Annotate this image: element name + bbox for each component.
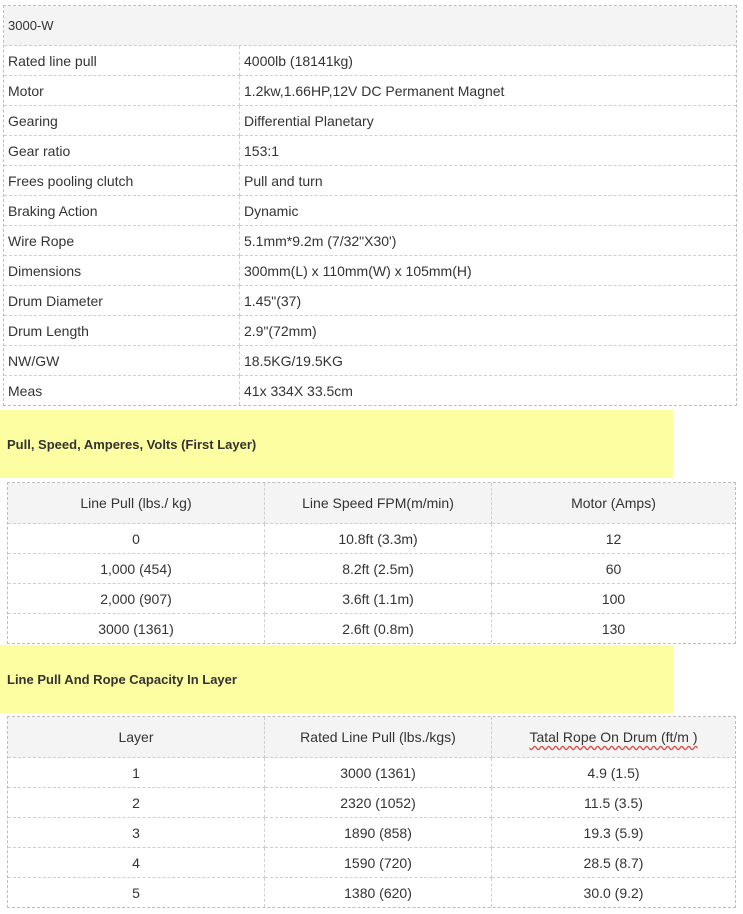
table-row	[8, 788, 735, 818]
column-header: Line Speed FPM(m/min)	[265, 483, 492, 524]
spec-value: 41x 334X 33.5cm	[244, 382, 353, 399]
spec-value: 1.2kw,1.66HP,12V DC Permanent Magnet	[240, 76, 736, 106]
table-cell: 3.6ft (1.1m)	[265, 584, 492, 614]
misspelled-header-text: Tatal Rope On Drum (ft/m )	[529, 729, 698, 745]
spec-title-row	[4, 6, 736, 46]
table-cell: 3000 (1361)	[8, 614, 265, 643]
spec-label: Braking Action	[4, 196, 240, 226]
table-cell: 1380 (620)	[265, 878, 492, 907]
table-cell: 11.5 (3.5)	[492, 788, 735, 818]
table-cell: 4.9 (1.5)	[492, 758, 735, 788]
spec-title: 3000-W	[4, 6, 736, 46]
column-header: Rated Line Pull (lbs./kgs)	[265, 717, 492, 758]
spec-row	[4, 196, 736, 226]
spec-label: Gear ratio	[4, 136, 240, 166]
table-cell: 100	[492, 584, 735, 614]
spec-label: Frees pooling clutch	[4, 166, 240, 196]
table-cell: 2320 (1052)	[265, 788, 492, 818]
table-cell: 10.8ft (3.3m)	[265, 524, 492, 554]
spec-row	[4, 286, 736, 316]
spec-value: Dynamic	[240, 196, 736, 226]
table-cell: 19.3 (5.9)	[492, 818, 735, 848]
section-heading-rope-capacity: Line Pull And Rope Capacity In Layer	[0, 645, 673, 713]
spec-value: 4000lb (18141kg)	[240, 46, 736, 76]
table-cell: 2	[8, 788, 265, 818]
spec-value: 153:1	[240, 136, 736, 166]
spec-label: Drum Length	[4, 316, 240, 346]
table-row	[8, 758, 735, 788]
table-cell: 12	[492, 524, 735, 554]
spec-label: Meas	[4, 376, 240, 405]
table-cell: 3000 (1361)	[265, 758, 492, 788]
spec-value: Differential Planetary	[240, 106, 736, 136]
spec-label: Motor	[4, 76, 240, 106]
table-cell: 1,000 (454)	[8, 554, 265, 584]
spec-row	[4, 226, 736, 256]
column-header: Layer	[8, 717, 265, 758]
table-header-row	[8, 717, 735, 758]
spec-label: Rated line pull	[4, 46, 240, 76]
table-row	[8, 524, 735, 554]
table-cell: 0	[8, 524, 265, 554]
rope-capacity-table	[7, 716, 736, 908]
table-row	[8, 554, 735, 584]
spec-value: Pull and turn	[240, 166, 736, 196]
spec-row	[4, 136, 736, 166]
spec-label: Drum Diameter	[4, 286, 240, 316]
table-cell: 1590 (720)	[265, 848, 492, 878]
spec-value: 18.5KG/19.5KG	[240, 346, 736, 376]
table-cell: 3	[8, 818, 265, 848]
spec-value: 5.1mm*9.2m (7/32"X30')	[240, 226, 736, 256]
spec-row	[4, 316, 736, 346]
table-row	[8, 848, 735, 878]
table-row	[8, 584, 735, 614]
table-row	[8, 818, 735, 848]
spec-value: 300mm(L) x 110mm(W) x 105mm(H)	[240, 256, 736, 286]
spec-row	[4, 376, 736, 405]
spec-value: 2.9"(72mm)	[240, 316, 736, 346]
spec-row	[4, 346, 736, 376]
spec-row	[4, 76, 736, 106]
table-cell: 8.2ft (2.5m)	[265, 554, 492, 584]
table-cell: 1890 (858)	[265, 818, 492, 848]
spec-label: Dimensions	[4, 256, 240, 286]
table-cell: 130	[601, 620, 626, 637]
column-header	[492, 717, 735, 758]
table-cell: 2.6ft (0.8m)	[265, 614, 492, 643]
table-cell: 5	[8, 878, 265, 907]
spec-label: Wire Rope	[4, 226, 240, 256]
table-cell: 30.0 (9.2)	[583, 884, 644, 901]
table-cell: 60	[492, 554, 735, 584]
table-cell: 4	[8, 848, 265, 878]
spec-label: NW/GW	[4, 346, 240, 376]
table-row	[8, 878, 735, 907]
table-cell: 28.5 (8.7)	[492, 848, 735, 878]
spec-row	[4, 166, 736, 196]
spec-table	[3, 5, 737, 406]
table-cell: 1	[8, 758, 265, 788]
table-row	[8, 614, 735, 643]
spec-label: Gearing	[4, 106, 240, 136]
column-header: Line Pull (lbs./ kg)	[8, 483, 265, 524]
column-header: Motor (Amps)	[492, 483, 735, 524]
pull-speed-table	[7, 482, 736, 644]
spec-row	[4, 46, 736, 76]
section-heading-first-layer: Pull, Speed, Amperes, Volts (First Layer)	[0, 410, 673, 478]
table-cell: 2,000 (907)	[8, 584, 265, 614]
spec-row	[4, 256, 736, 286]
spec-value: 1.45"(37)	[240, 286, 736, 316]
table-header-row	[8, 483, 735, 524]
spec-row	[4, 106, 736, 136]
